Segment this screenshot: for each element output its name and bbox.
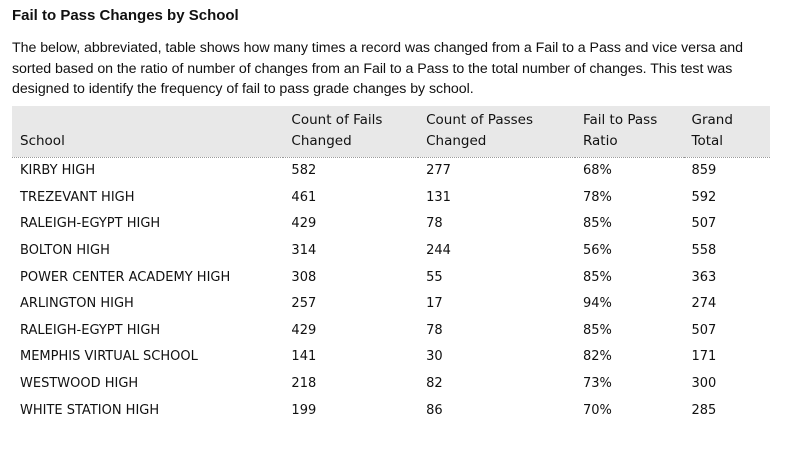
table-row	[12, 157, 770, 184]
cell-school: WESTWOOD HIGH	[20, 376, 139, 392]
document	[12, 6, 772, 423]
table-row	[12, 184, 770, 211]
header-fails-line1: Count of Fails	[291, 111, 383, 128]
cell-total: 274	[691, 296, 717, 312]
cell-fails: 429	[291, 216, 317, 232]
cell-fails: 199	[291, 402, 317, 418]
cell-fails: 582	[291, 163, 317, 179]
cell-ratio: 78%	[582, 189, 612, 205]
cell-school: WHITE STATION HIGH	[20, 402, 160, 418]
cell-total: 507	[691, 322, 717, 338]
cell-passes: 78	[426, 216, 443, 232]
cell-ratio: 94%	[582, 296, 612, 312]
header-ratio-line1: Fail to Pass	[582, 111, 658, 128]
header-ratio-line2: Ratio	[582, 132, 618, 149]
table-row	[12, 237, 770, 264]
header-fails	[283, 106, 418, 158]
table-row	[12, 397, 770, 424]
cell-total: 592	[691, 189, 717, 205]
cell-school: ARLINGTON HIGH	[20, 296, 134, 312]
cell-total: 285	[691, 402, 717, 418]
header-total-line2: Total	[691, 132, 724, 149]
cell-ratio: 70%	[582, 402, 612, 418]
cell-passes: 55	[426, 269, 443, 285]
fail-to-pass-table	[12, 106, 770, 424]
table-header	[12, 106, 770, 158]
cell-fails: 218	[291, 376, 317, 392]
cell-fails: 314	[291, 243, 317, 259]
cell-ratio: 82%	[582, 349, 612, 365]
cell-school: POWER CENTER ACADEMY HIGH	[20, 269, 231, 285]
cell-ratio: 68%	[582, 163, 612, 179]
cell-passes: 82	[426, 376, 443, 392]
cell-total: 507	[691, 216, 717, 232]
cell-school: RALEIGH-EGYPT HIGH	[20, 322, 161, 338]
table-row	[12, 370, 770, 397]
cell-school: RALEIGH-EGYPT HIGH	[20, 216, 161, 232]
header-passes-line1: Count of Passes	[426, 111, 534, 128]
header-school	[12, 106, 283, 158]
header-passes	[418, 106, 575, 158]
table-row	[12, 290, 770, 317]
header-total	[684, 106, 771, 158]
cell-passes: 86	[426, 402, 443, 418]
header-passes-line2: Changed	[426, 132, 487, 149]
cell-school: BOLTON HIGH	[20, 243, 110, 259]
table-row	[12, 344, 770, 371]
cell-ratio: 56%	[582, 243, 612, 259]
cell-ratio: 85%	[582, 322, 612, 338]
cell-passes: 131	[426, 189, 451, 205]
cell-total: 171	[691, 349, 717, 365]
cell-fails: 461	[291, 189, 317, 205]
header-fails-line2: Changed	[291, 132, 352, 149]
header-total-line1: Grand	[691, 111, 733, 128]
cell-ratio: 85%	[582, 269, 612, 285]
description-paragraph: The below, abbreviated, table shows how many times a record was changed from a Fail to a Pass and vice versa and sorted based on the ratio of number of changes from an Fail to a Pass to the total number of changes. This test was designed to identify the frequency of fail to pass grade changes by school.	[12, 40, 743, 97]
cell-passes: 244	[426, 243, 451, 259]
header-ratio	[575, 106, 684, 158]
cell-fails: 308	[291, 269, 317, 285]
cell-ratio: 73%	[582, 376, 612, 392]
table-row	[12, 211, 770, 238]
cell-fails: 429	[291, 322, 317, 338]
cell-passes: 17	[426, 296, 443, 312]
cell-passes: 277	[426, 163, 451, 179]
cell-ratio: 85%	[582, 216, 612, 232]
table-row	[12, 264, 770, 291]
cell-school: MEMPHIS VIRTUAL SCHOOL	[20, 349, 198, 365]
cell-total: 363	[691, 269, 717, 285]
header-school-label: School	[20, 132, 65, 149]
document-title: Fail to Pass Changes by School	[12, 7, 239, 24]
cell-total: 558	[691, 243, 717, 259]
cell-total: 300	[691, 376, 717, 392]
cell-total: 859	[691, 163, 717, 179]
cell-passes: 30	[426, 349, 443, 365]
cell-fails: 141	[291, 349, 317, 365]
cell-school: TREZEVANT HIGH	[20, 189, 135, 205]
header-row	[12, 106, 770, 158]
table-body	[12, 157, 770, 423]
cell-fails: 257	[291, 296, 317, 312]
cell-passes: 78	[426, 322, 443, 338]
table-row	[12, 317, 770, 344]
cell-school: KIRBY HIGH	[20, 163, 96, 179]
